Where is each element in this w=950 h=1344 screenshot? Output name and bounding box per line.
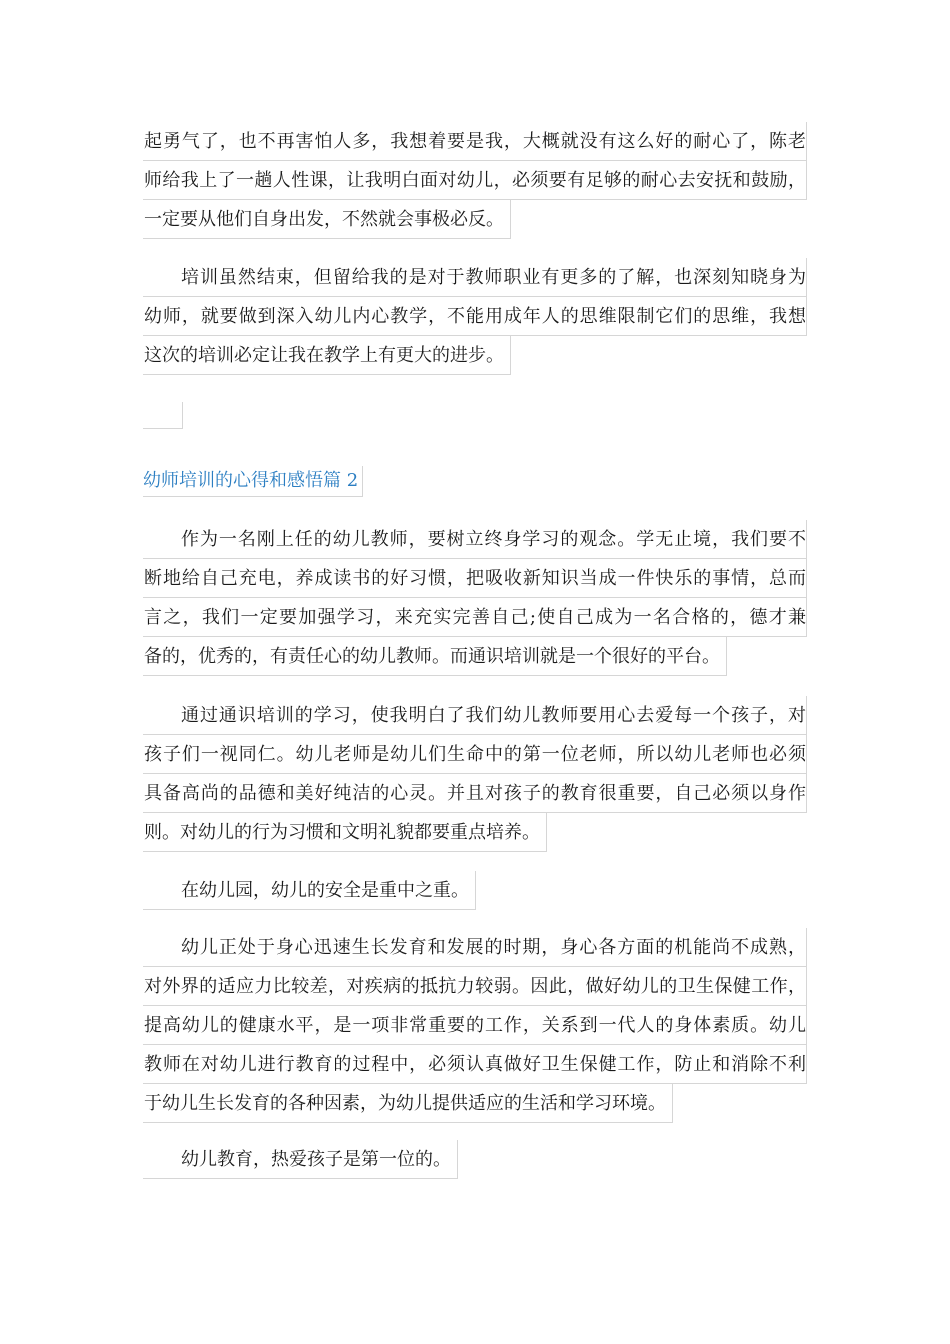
text-line: 提高幼儿的健康水平，是一项非常重要的工作，关系到一代人的身体素质。幼儿 bbox=[143, 1006, 807, 1045]
text-line: 通过通识培训的学习，使我明白了我们幼儿教师要用心去爱每一个孩子，对 bbox=[143, 696, 807, 735]
text-line: 这次的培训必定让我在教学上有更大的进步。 bbox=[143, 336, 511, 375]
text-line: 教师在对幼儿进行教育的过程中，必须认真做好卫生保健工作，防止和消除不利 bbox=[143, 1045, 807, 1084]
empty-paragraph bbox=[143, 402, 183, 429]
text-line: 备的，优秀的，有责任心的幼儿教师。而通识培训就是一个很好的平台。 bbox=[143, 637, 727, 676]
text-line: 一定要从他们自身出发，不然就会事极必反。 bbox=[143, 200, 511, 239]
text-line: 培训虽然结束，但留给我的是对于教师职业有更多的了解，也深刻知晓身为 bbox=[143, 258, 807, 297]
text-line: 于幼儿生长发育的各种因素，为幼儿提供适应的生活和学习环境。 bbox=[143, 1084, 673, 1123]
paragraph bbox=[143, 520, 807, 680]
section-heading: 幼师培训的心得和感悟篇 2 bbox=[143, 466, 363, 497]
text-line: 对外界的适应力比较差，对疾病的抵抗力较弱。因此，做好幼儿的卫生保健工作， bbox=[143, 967, 807, 1006]
text-line: 在幼儿园，幼儿的安全是重中之重。 bbox=[143, 871, 476, 910]
paragraph bbox=[143, 258, 807, 379]
text-line: 具备高尚的品德和美好纯洁的心灵。并且对孩子的教育很重要，自己必须以身作 bbox=[143, 774, 807, 813]
text-line: 师给我上了一趟人性课，让我明白面对幼儿，必须要有足够的耐心去安抚和鼓励， bbox=[143, 161, 807, 200]
text-line: 作为一名刚上任的幼儿教师，要树立终身学习的观念。学无止境，我们要不 bbox=[143, 520, 807, 559]
paragraph bbox=[143, 928, 807, 1127]
paragraph bbox=[143, 122, 807, 243]
text-line: 幼儿教育，热爱孩子是第一位的。 bbox=[143, 1140, 458, 1179]
paragraph bbox=[143, 696, 807, 856]
text-line: 言之，我们一定要加强学习，来充实完善自己;使自己成为一名合格的，德才兼 bbox=[143, 598, 807, 637]
text-line: 断地给自己充电，养成读书的好习惯，把吸收新知识当成一件快乐的事情，总而 bbox=[143, 559, 807, 598]
paragraph bbox=[143, 1140, 807, 1183]
text-line: 起勇气了，也不再害怕人多，我想着要是我，大概就没有这么好的耐心了，陈老 bbox=[143, 122, 807, 161]
text-line: 幼师，就要做到深入幼儿内心教学，不能用成年人的思维限制它们的思维，我想 bbox=[143, 297, 807, 336]
text-line: 孩子们一视同仁。幼儿老师是幼儿们生命中的第一位老师，所以幼儿老师也必须 bbox=[143, 735, 807, 774]
text-line: 则。对幼儿的行为习惯和文明礼貌都要重点培养。 bbox=[143, 813, 547, 852]
text-line: 幼儿正处于身心迅速生长发育和发展的时期，身心各方面的机能尚不成熟， bbox=[143, 928, 807, 967]
paragraph bbox=[143, 871, 807, 914]
